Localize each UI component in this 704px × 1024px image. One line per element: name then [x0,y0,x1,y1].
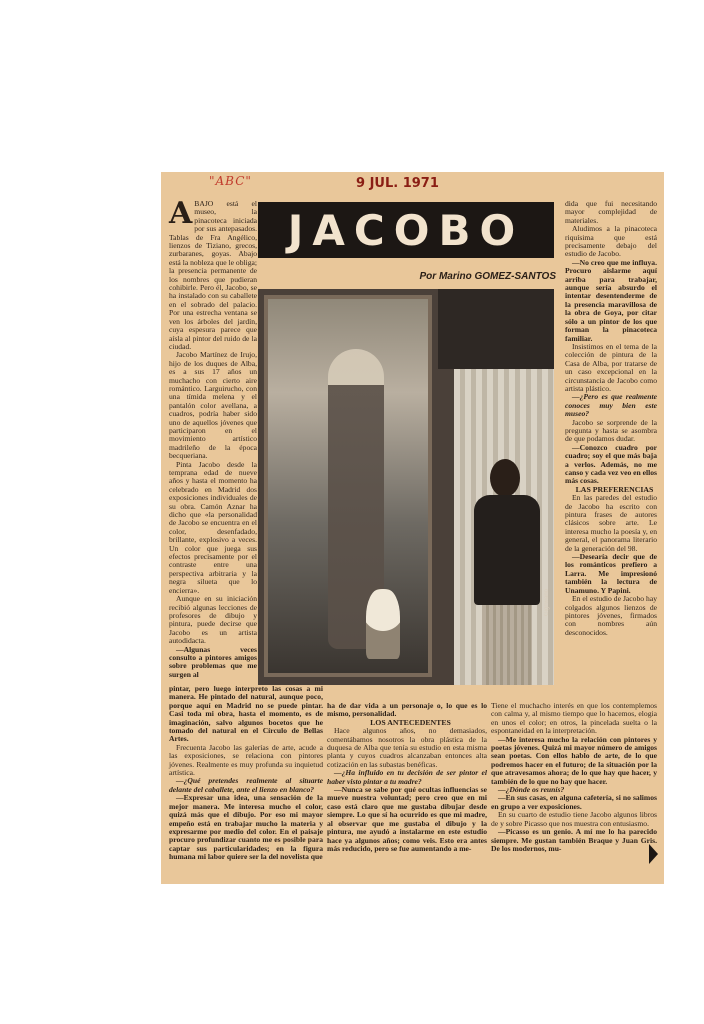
paragraph: Aunque en su iniciación recibió algunas lecciones de profesores de dibujo y pintura, puede decirse que Jacobo es un artista autodidacta. [169,594,257,646]
figure-head [490,459,520,497]
column-5 [491,702,657,878]
column-2 [169,685,323,878]
quote: —Me interesa mucho la relación con pintores y poetas jóvenes. Quizá mi mayor número de amigos sean poetas. Con ellos hablo de arte, de lo que podremos hacer en el futuro; de la situación por la que atravesamos ahora; de lo que hay que hacer, y también de lo que no hay que hacer. [491,734,657,786]
continue-arrow-icon [649,844,658,864]
paragraph: Insistimos en el tema de la colección de pintura de la Casa de Alba, por tratarse de un caso excepcional en la circunstancia de Jacobo como artista plástico. [565,341,657,393]
paragraph: Jacobo Martínez de Irujo, hijo de los duques de Alba, es a sus 17 años un muchacho con cierto aire romántico. Larguirucho, con una tímida melena y el pantalón color avellana, a cuadros, podría haber sido uno de aquellos jóvenes que participaron en el movimiento artístico madrileño de la época becqueriana. [169,350,257,461]
quote: —Expresar una idea, una sensación de la mejor manera. Me interesa mucho el color, quizá más que el dibujo. Por eso mi mayor empeño está en trabajar mucho la materia y expresarme por medio del color. En el paisaje procuro profundizar cuanto me es posible para captar sus particularidades; en la figura humana mi labor quiere ser la del novelista que [169,793,323,862]
paragraph: Hace algunos años, no demasiados, comentábamos nosotros la obra plástica de la duquesa de Alba que tenía su estudio en esta misma planta y cuyos cuadros alcanzaban entonces alta cotización en las subastas benéficas. [327,726,487,769]
newspaper-clipping [161,172,664,884]
paragraph: Frecuenta Jacobo las galerías de arte, acude a las exposiciones, se relaciona con pintores jóvenes. Realmente es muy profunda su inquietud artística. [169,742,323,778]
quote: —Picasso es un genio. A mí me lo ha parecido siempre. Me gustan también Braque y Juan Gris. De los modernos, mu- [491,827,657,853]
paragraph: dida que fui necesitando mayor complejidad de materiales. [565,199,657,225]
question: —¿Ha influido en tu decisión de ser pintor el haber visto pintar a tu madre? [327,768,487,786]
section-heading: LOS ANTECEDENTES [370,717,451,727]
figure-body [474,495,540,605]
quote: —Algunas veces consulto a pintores amigos sobre problemas que me surgen al [169,644,257,679]
question: —¿Qué pretendes realmente al situarte delante del caballete, ante el lienzo en blanco? [169,776,323,794]
painting-frame [264,295,432,677]
quote: —En sus casas, en alguna cafetería, si no salimos en grupo a ver exposiciones. [491,793,657,811]
question: —¿Pero es que realmente conoces muy bien este museo? [565,392,657,419]
article-title: JACOBO [287,205,525,255]
quote: pintar, pero luego interpreto las cosas a mi manera. He pintado del natural, aunque poco, porque aquí en Madrid no se puede pintar. Casi toda mi obra, hasta el momento, es de imaginación, salvo algunos bocetos que he tomado del natural en el Círculo de Bellas Artes. [169,684,323,744]
photo-wall [438,289,554,369]
figure-legs [482,605,532,685]
paragraph: Tiene el muchacho interés en que los contemplemos con calma y, al mismo tiempo que lo hacemos, elogia en unos el color; en otros, la pincelada suelta o la espontaneidad en la interpretación. [491,701,657,736]
byline: Por Marino GOMEZ-SANTOS [419,271,556,282]
section-heading: LAS PREFERENCIAS [575,484,654,494]
date-stamp: 9 JUL. 1971 [356,176,439,191]
statuette [366,589,400,659]
photo-credit: Gigriwano [544,589,550,617]
paragraph: Jacobo se sorprende de la pregunta y hasta se asombra de que podamos dudar. [565,417,657,444]
paragraph: Aludimos a la pinacoteca riquísima que está precisamente debajo del estudio de Jacobo. [565,224,657,259]
paragraph: En su cuarto de estudio tiene Jacobo algunos libros de y sobre Picasso que nos muestra con entusiasmo. [491,810,657,828]
column-3 [327,702,487,878]
quote: —Conozco cuadro por cuadro; soy el que más baja a verlos. Además, no me canso y cada vez veo en ellos más cosas. [565,442,657,486]
quote: —Nunca se sabe por qué ocultas influencias se mueve nuestra voluntad; pero creo que en mi caso está claro que me gustaba dibujar desde siempre. Lo que sí ha ocurrido es que mi madre, al observar que me gustaba el dibujo y la pintura, me ayudó a instalarme en este estudio hace ya algunos años; como veis. Esto era antes más reducido, pero se fue aumentando a me- [327,785,487,853]
question: —¿Dónde os reunís? [498,785,565,795]
paragraph: En el estudio de Jacobo hay colgados algunos lienzos de pintores jóvenes, firmados con nombres aún desconocidos. [565,594,657,637]
photo-jacobo-with-painting [258,289,554,685]
quote: —Desearía decir que de los románticos prefiero a Larra. Me impresionó también la lectura de Unamuno. Y Papini. [565,552,657,595]
column-1 [169,196,257,679]
quote: ha de dar vida a un personaje o, lo que es lo mismo, personalidad. [327,701,487,719]
handwritten-note: "ABC" [209,174,252,188]
title-banner [258,202,554,258]
young-man-figure [468,459,546,685]
paragraph: Pinta Jacobo desde la temprana edad de nueve años y hasta el momento ha celebrado en Madrid dos exposiciones individuales de su obra. Camón Aznar ha dicho que «la personalidad de Jacobo se encuentra en el color, desenfadado, brillante, explosivo a veces. Un color que juega sus efectos precisamente por el contraste entre una perspectiva arbitraria y la negra silueta que lo encierra». [169,459,257,595]
drop-cap: A [169,196,193,231]
column-4 [565,200,657,705]
paragraph: En las paredes del estudio de Jacobo ha escrito con pintura frases de autores clásicos sobre arte. Le interesa mucho la poesía y, en general, el panorama literario de la generación del 98. [565,493,657,553]
quote: —No creo que me influya. Procuro aislarme aquí arriba para trabajar, aunque sería absurdo el intentar desentenderme de la presencia maravillosa de la obra de Goya, por citar sólo a un pintor de los que forman la pinacoteca familiar. [565,257,657,343]
paragraph: BAJO está el museo, la pinacoteca iniciada por sus antepasados. Tablas de Fra Angélico, lienzos de Tiziano, grecos, zurbaranes, goyas. Abajo está la nobleza que le obliga; la presencia permanente de los nombres que pudieran cohibirle. Pero él, Jacobo, se ha instalado con su caballete en el sobrado del palacio. Por una estrecha ventana se ven los árboles del jardín, cuya espesura parece que aísla al pintor del ruido de la ciudad. [169,199,257,351]
